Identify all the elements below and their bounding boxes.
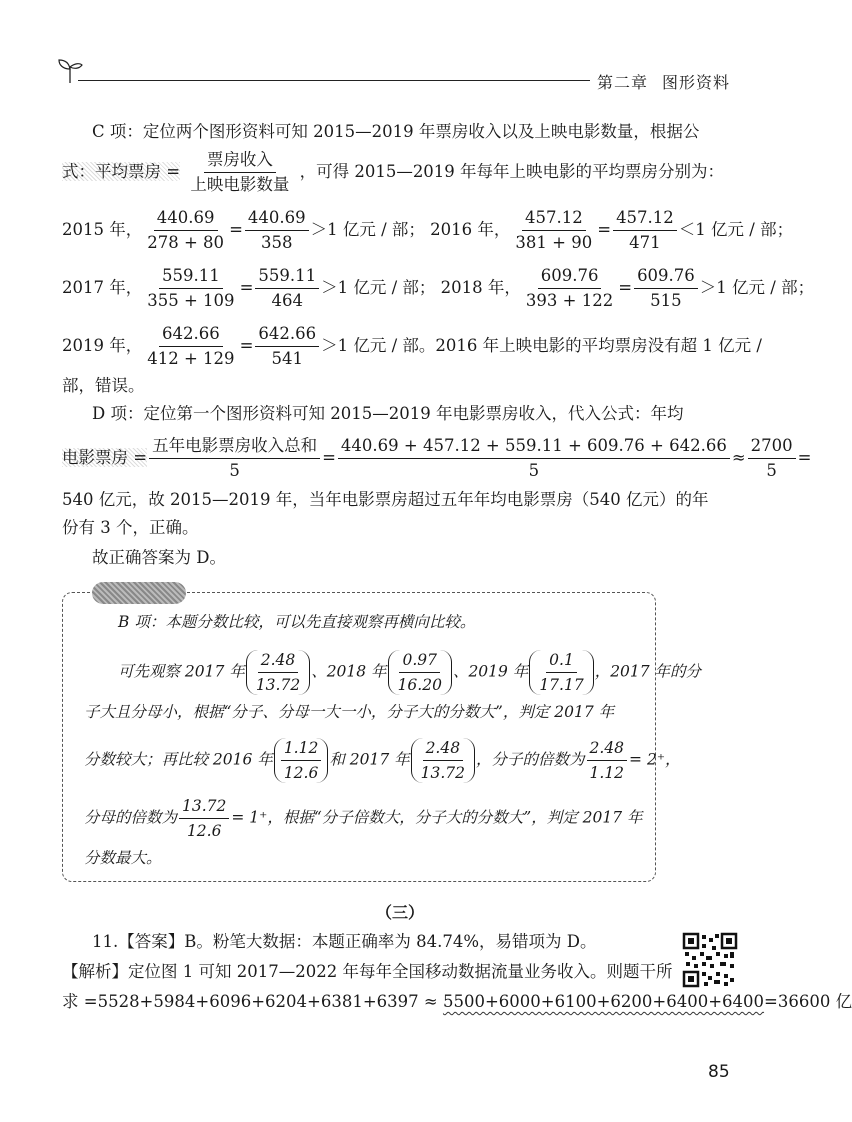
answer-line: 故正确答案为 D。	[92, 548, 226, 567]
page-number: 85	[708, 1062, 730, 1082]
note-line1: B 项：本题分数比较，可以先直接观察再横向比较。	[118, 613, 476, 631]
note-line3: 子大且分母小，根据“分子、分母一大一小，分子大的分数大”，判定 2017 年	[84, 703, 615, 721]
c-item-row-2017-2018: 2017 年， $\frac{559.11}{355 + 109}$ = $\frac{559.11}{464}$ ＞1 亿元 / 部； 2018 年， $\frac{609.76}{393 + 122}$ = $\frac{609.76}{515}$ ＞1 亿元 / 部；	[62, 266, 815, 310]
note-badge	[92, 582, 186, 604]
d-item-formula: 电影票房 = $\frac{\text{五年电影票房收入总和}}{5}$ = $\frac{440.69 + 457.12 + 559.11 + 609.76 + 642.66}{5}$ ≈ $\frac{2700}{5}$ =	[62, 436, 812, 480]
d-item-line4: 份有 3 个，正确。	[62, 518, 199, 537]
d-item-line1: D 项：定位第一个图形资料可知 2015—2019 年电影票房收入，代入公式：年均	[92, 404, 684, 423]
c-item-line1: C 项：定位两个图形资料可知 2015—2019 年票房收入以及上映电影数量，根据公	[92, 122, 700, 141]
note-line4: 分数较大；再比较 2016 年 $\frac{1.12}{12.6}$ 和 2017 年 $\frac{2.48}{13.72}$ ，分子的倍数为 $\frac{2.48}{1.12}$ = 2⁺，	[84, 739, 681, 782]
avg-formula-fraction: $\frac{\text{票房收入}}{\text{上映电影数量}}$	[190, 150, 290, 194]
note-line6: 分数最大。	[84, 849, 162, 867]
d-item-line3: 540 亿元，故 2015—2019 年，当年电影票房超过五年年均电影票房（540 亿元）的年	[62, 490, 709, 509]
c-item-row-2019: 2019 年， $\frac{642.66}{412 + 129}$ = $\frac{642.66}{541}$ ＞1 亿元 / 部。2016 年上映电影的平均票房没有超 1 亿元 /	[62, 324, 762, 368]
qr-code[interactable]	[682, 932, 738, 988]
note-line5: 分母的倍数为 $\frac{13.72}{12.6}$ = 1⁺，根据“分子倍数大，分子大的分数大”，判定 2017 年	[84, 797, 643, 840]
q11-answer-line: 11.【答案】B。粉笔大数据：本题正确率为 84.74%，易错项为 D。	[92, 932, 597, 951]
chapter-label: 第二章	[597, 73, 649, 92]
c-item-line2: 式：平均票房 = $\frac{\text{票房收入}}{\text{上映电影数量}}$ ，可得 2015—2019 年每年上映电影的平均票房分别为：	[62, 150, 725, 194]
note-line2: 可先观察 2017 年 $\frac{2.48}{13.72}$ 、2018 年 $\frac{0.97}{16.20}$ 、2019 年 $\frac{0.1}{17.17}$ ，2017 年的分	[118, 651, 702, 694]
q11-analysis-line1: 【解析】定位图 1 可知 2017—2022 年每年全国移动数据流量业务收入。则题干所	[62, 962, 673, 981]
c-item-tail: 部，错误。	[62, 376, 145, 395]
c-item-row-2015-2016: 2015 年， $\frac{440.69}{278 + 80}$ = $\frac{440.69}{358}$ ＞1 亿元 / 部； 2016 年， $\frac{457.12}{381 + 90}$ = $\frac{457.12}{471}$ ＜1 亿元 / 部；	[62, 208, 794, 252]
chapter-title: 图形资料	[662, 73, 731, 92]
header-rule	[78, 80, 590, 81]
section-heading: （三）	[375, 903, 424, 922]
running-header	[597, 70, 744, 93]
q11-analysis-line2: 求 =5528+5984+6096+6204+6381+6397 ≈ 5500+6000+6100+6200+6400+6400=36600 亿	[62, 992, 852, 1011]
